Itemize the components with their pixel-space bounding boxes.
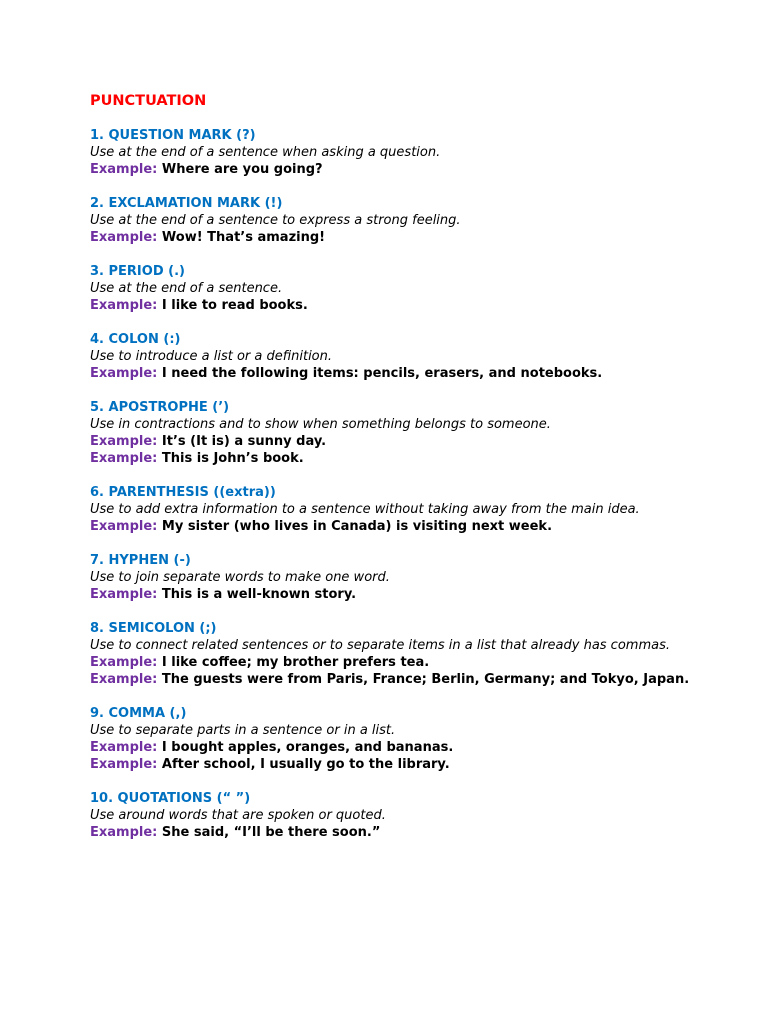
example-text: The guests were from Paris, France; Berlin, Germany; and Tokyo, Japan. [161, 672, 690, 687]
punctuation-section [90, 620, 690, 688]
example-label: Example: [90, 757, 158, 772]
punctuation-section [90, 552, 690, 603]
example-line [90, 739, 690, 756]
section-heading: 1. QUESTION MARK (?) [90, 128, 256, 143]
section-heading: 9. COMMA (,) [90, 706, 187, 721]
section-description: Use in contractions and to show when something belongs to someone. [90, 417, 551, 432]
section-heading: 3. PERIOD (.) [90, 264, 185, 279]
punctuation-section [90, 127, 690, 178]
punctuation-section [90, 263, 690, 314]
example-text: Wow! That’s amazing! [161, 230, 326, 245]
section-description: Use to connect related sentences or to separate items in a list that already has commas. [90, 638, 670, 653]
section-heading: 10. QUOTATIONS (“ ”) [90, 791, 251, 806]
section-heading: 8. SEMICOLON (;) [90, 621, 217, 636]
document-page [90, 92, 690, 858]
example-line [90, 671, 690, 688]
example-label: Example: [90, 162, 158, 177]
example-label: Example: [90, 672, 158, 687]
section-description: Use to introduce a list or a definition. [90, 349, 333, 364]
example-line [90, 824, 690, 841]
example-label: Example: [90, 230, 158, 245]
example-label: Example: [90, 298, 158, 313]
section-description: Use around words that are spoken or quoted. [90, 808, 386, 823]
example-text: I need the following items: pencils, erasers, and notebooks. [161, 366, 603, 381]
example-text: I like to read books. [161, 298, 308, 313]
example-line [90, 450, 690, 467]
example-text: I bought apples, oranges, and bananas. [161, 740, 454, 755]
punctuation-section [90, 484, 690, 535]
example-text: She said, “I’ll be there soon.” [161, 825, 381, 840]
example-line [90, 297, 690, 314]
punctuation-section [90, 195, 690, 246]
example-label: Example: [90, 451, 158, 466]
example-line [90, 365, 690, 382]
section-heading: 5. APOSTROPHE (’) [90, 400, 230, 415]
example-line [90, 586, 690, 603]
example-label: Example: [90, 519, 158, 534]
example-text: It’s (It is) a sunny day. [161, 434, 327, 449]
example-label: Example: [90, 434, 158, 449]
section-heading: 6. PARENTHESIS ((extra)) [90, 485, 276, 500]
section-description: Use at the end of a sentence to express a strong feeling. [90, 213, 461, 228]
section-description: Use to separate parts in a sentence or in a list. [90, 723, 396, 738]
sections-list [90, 127, 690, 841]
section-description: Use at the end of a sentence when asking a question. [90, 145, 441, 160]
page-title: PUNCTUATION [90, 93, 207, 109]
example-label: Example: [90, 740, 158, 755]
section-heading: 2. EXCLAMATION MARK (!) [90, 196, 283, 211]
example-text: Where are you going? [161, 162, 323, 177]
punctuation-section [90, 331, 690, 382]
example-line [90, 433, 690, 450]
punctuation-section [90, 790, 690, 841]
example-line [90, 756, 690, 773]
example-text: This is a well-known story. [161, 587, 357, 602]
example-line [90, 161, 690, 178]
punctuation-section [90, 705, 690, 773]
section-description: Use at the end of a sentence. [90, 281, 283, 296]
example-text: My sister (who lives in Canada) is visiting next week. [161, 519, 553, 534]
example-label: Example: [90, 587, 158, 602]
section-description: Use to add extra information to a sentence without taking away from the main idea. [90, 502, 640, 517]
section-heading: 7. HYPHEN (-) [90, 553, 191, 568]
example-text: After school, I usually go to the library. [161, 757, 450, 772]
example-text: I like coffee; my brother prefers tea. [161, 655, 430, 670]
punctuation-section [90, 399, 690, 467]
example-label: Example: [90, 825, 158, 840]
example-label: Example: [90, 655, 158, 670]
section-heading: 4. COLON (:) [90, 332, 181, 347]
example-label: Example: [90, 366, 158, 381]
example-line [90, 229, 690, 246]
example-text: This is John’s book. [161, 451, 304, 466]
example-line [90, 654, 690, 671]
section-description: Use to join separate words to make one word. [90, 570, 390, 585]
example-line [90, 518, 690, 535]
